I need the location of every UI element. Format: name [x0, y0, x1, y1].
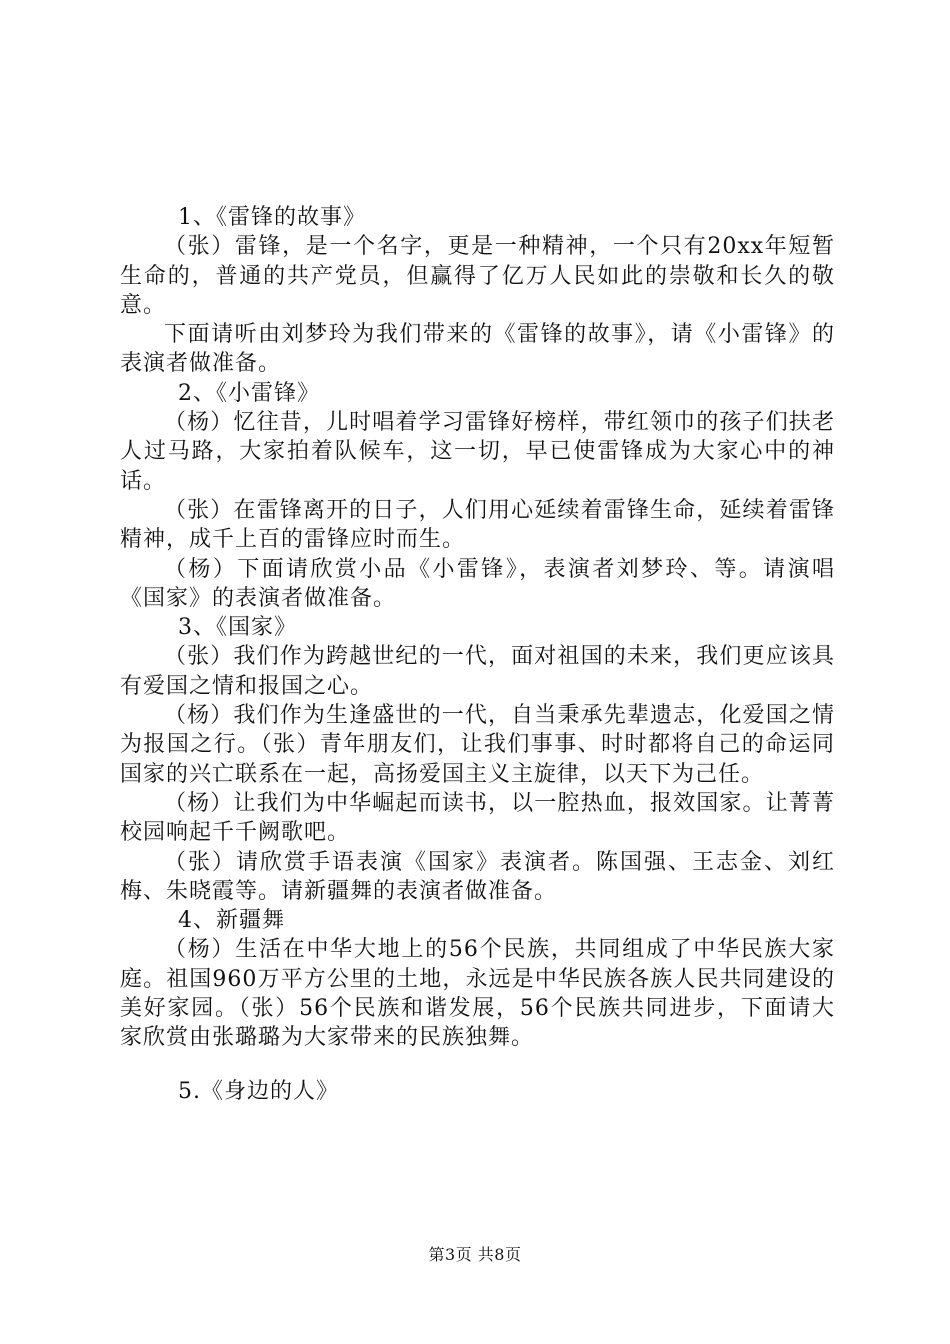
paragraph: （张）我们作为跨越世纪的一代，面对祖国的未来，我们更应该具有爱国之情和报国之心。 — [120, 644, 835, 699]
section-heading-2: 2、《小雷锋》 — [178, 380, 320, 406]
section-heading-5: 5.《身边的人》 — [178, 1078, 339, 1104]
section-heading-4: 4、新疆舞 — [178, 908, 285, 934]
paragraph: （杨）忆往昔，儿时唱着学习雷锋好榜样，带红领巾的孩子们扶老人过马路，大家拍着队候车，这一切，早已使雷锋成为大家心中的神话。 — [120, 410, 835, 494]
section-heading-1: 1、《雷锋的故事》 — [178, 205, 366, 230]
paragraph: （杨）我们作为生逢盛世的一代，自当秉承先辈遗志，化爱国之情为报国之行。（张）青年朋友们，让我们事事、时时都将自己的命运同国家的兴亡联系在一起，高扬爱国主义主旋律，以天下为己任。 — [120, 703, 835, 787]
paragraph: （张）雷锋，是一个名字，更是一种精神，一个只有20xx年短暂生命的，普通的共产党员，但赢得了亿万人民如此的崇敬和长久的敬意。 — [120, 234, 835, 318]
paragraph: （杨）下面请欣赏小品《小雷锋》，表演者刘梦玲、等。请演唱《国家》的表演者做准备。 — [120, 556, 835, 611]
paragraph: 下面请听由刘梦玲为我们带来的《雷锋的故事》，请《小雷锋》的表演者做准备。 — [120, 322, 835, 377]
paragraph: （张）请欣赏手语表演《国家》表演者。陈国强、王志金、刘红梅、朱晓霞等。请新疆舞的表演者做准备。 — [120, 849, 835, 904]
document-body — [120, 203, 835, 1106]
paragraph: （张）在雷锋离开的日子，人们用心延续着雷锋生命，延续着雷锋精神，成千上百的雷锋应时而生。 — [120, 497, 835, 553]
section-heading-3: 3、《国家》 — [178, 615, 297, 641]
paragraph: （杨）让我们为中华崛起而读书，以一腔热血，报效国家。让菁菁校园响起千千阙歌吧。 — [120, 790, 835, 846]
paragraph: （杨）生活在中华大地上的56个民族，共同组成了中华民族大家庭。祖国960万平方公里的土地，永远是中华民族各族人民共同建设的美好家园。（张）56个民族和谐发展，56个民族共同进步，下面请大家欣赏由张璐璐为大家带来的民族独舞。 — [120, 937, 835, 1051]
page-number-footer: 第3页 共8页 — [428, 1245, 522, 1264]
